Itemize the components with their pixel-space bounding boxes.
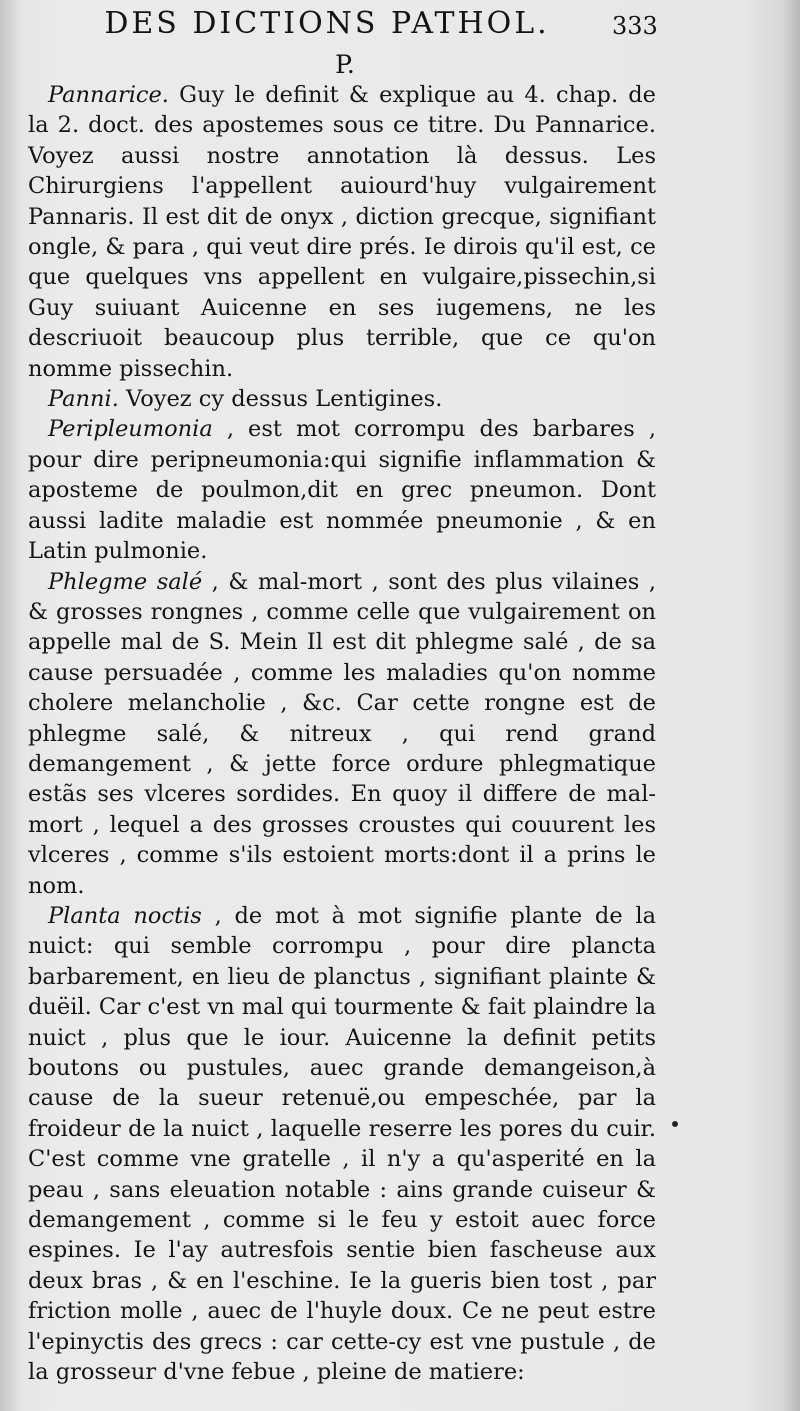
entry-term: Peripleumonia: [48, 416, 213, 443]
entry-term: Planta noctis: [48, 902, 202, 929]
entry-term: Pannarice.: [48, 82, 169, 108]
entry-planta-noctis: [28, 901, 656, 1388]
page-edge-shadow: [782, 0, 800, 1411]
entry-peripleumonia: [28, 414, 656, 566]
entry-term: Panni.: [48, 386, 119, 413]
entry-phlegme-sale: [28, 567, 656, 901]
entry-body: Guy le definit & explique au 4. chap. de la 2. doct. des apostemes sous ce titre. Du Pannarice. Voyez aussi nostre annotation là dessus. Les Chirurgiens l'appellent auiourd'huy vulgairement Pannaris. Il est dit de onyx , diction grecque, signifiant ongle, & para , qui veut dire prés. Ie dirois qu'il est, ce que quelques vns appellent en vulgaire,pissechin,si Guy suiuant Auicenne en ses iugemens, ne les descriuoit beaucoup plus terrible, que ce qu'on nomme pissechin.: [28, 82, 656, 382]
running-title: DES DICTIONS PATHOL.: [104, 6, 550, 41]
entry-panni: [28, 384, 656, 414]
entry-pannarice: [28, 80, 656, 384]
dictionary-text: [28, 80, 656, 1387]
margin-ink-dot: [672, 1121, 678, 1127]
entry-term: Phlegme salé: [48, 568, 203, 595]
entry-body: Voyez cy dessus Lentigines.: [118, 386, 443, 413]
page-number: 333: [612, 12, 658, 40]
entry-body: , de mot à mot signifie plante de la nuict: qui semble corrompu , pour dire plancta barbarement, en lieu de planctus , signifiant plainte & duëil. Car c'est vn mal qui tourmente & fait plaindre la nuict , plus que le iour. Auicenne la definit petits boutons ou pustules, auec grande demangeison,à cause de la sueur retenuë,ou empeschée, par la froideur de la nuict , laquelle reserre les pores du cuir. C'est comme vne gratelle , il n'y a qu'asperité en la peau , sans eleuation notable : ains grande cuiseur & demangement , comme si le feu y estoit auec force espines. Ie l'ay autresfois sentie bien fascheuse aux deux bras , & en l'eschine. Ie la gueris bien tost , par friction molle , auec de l'huyle doux. Ce ne peut estre l'epinyctis des grecs : car cette-cy est vne pustule , de la grosseur d'vne febue , pleine de matiere:: [28, 902, 656, 1386]
entry-body: , est mot corrompu des barbares , pour dire peripneumonia:qui signifie inflammation & aposteme de poulmon,dit en grec pneumon. Dont aussi ladite maladie est nommée pneumonie , & en Latin pulmonie.: [28, 416, 656, 565]
section-letter: P.: [335, 50, 355, 79]
entry-body: , & mal-mort , sont des plus vilaines , & grosses rongnes , comme celle que vulgairement on appelle mal de S. Mein Il est dit phlegme salé , de sa cause persuadée , comme les maladies qu'on nomme cholere melancholie , &c. Car cette rongne est de phlegme salé, & nitreux , qui rend grand demangement , & jette force ordure phlegmatique estãs ses vlceres sordides. En quoy il differe de mal-mort , lequel a des grosses croustes qui couurent les vlceres , comme s'ils estoient morts:dont il a prins le nom.: [28, 568, 656, 899]
